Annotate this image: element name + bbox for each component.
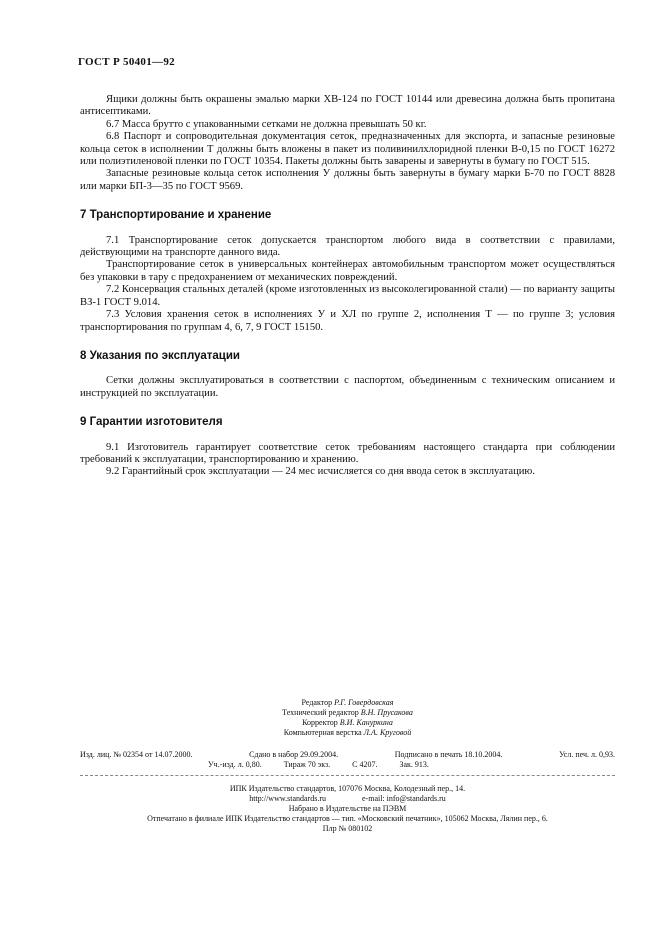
section-heading-8: 8 Указания по эксплуатации: [80, 349, 240, 362]
plr-number: Плр № 080102: [322, 824, 373, 833]
page-count: С 4207.: [352, 760, 378, 769]
print-sheets: Усл. печ. л. 0,93.: [559, 750, 615, 759]
paragraph: 7.1 Транспортирование сеток допускается транспортом любого вида в соответствии с правилами, действующими на транспорте данного вида.: [80, 234, 615, 259]
document-header: ГОСТ Р 50401—92: [78, 56, 175, 68]
publishing-sheets: Уч.-изд. л. 0,80.: [208, 760, 262, 769]
paragraph: 6.8 Паспорт и сопроводительная документация сеток, предназначенных для экспорта, и запасные резиновые кольца сеток в исполнении Т должны быть вложены в пакет из поливинилхлоридной пленки В-0,15 по ГОСТ 16272 или полиэтиленовой пленки по ГОСТ 10354. Пакеты должны быть заварены и завернуты в бумагу по ГОСТ 515.: [80, 131, 615, 168]
section-heading-7: 7 Транспортирование и хранение: [80, 209, 272, 222]
signed-to-print-date: Подписано в печать 18.10.2004.: [394, 750, 503, 759]
section-heading-9: 9 Гарантии изготовителя: [80, 416, 223, 429]
paragraph: Транспортирование сеток в универсальных контейнерах автомобильным транспортом может осуществляться без упаковки в тару с предохранением от механических повреждений.: [80, 259, 615, 283]
publication-info-row: [80, 750, 615, 760]
order-number: Зак. 913.: [399, 760, 429, 769]
sent-to-set-date: Сдано в набор 29.09.2004.: [249, 750, 339, 759]
divider: [80, 775, 615, 776]
paragraph: 6.7 Масса брутто с упакованными сетками не должна превышать 50 кг.: [106, 118, 427, 130]
credit-role: Редактор: [301, 698, 333, 707]
credit-line: [80, 718, 615, 728]
paragraph: 9.2 Гарантийный срок эксплуатации — 24 мес исчисляется со дня ввода сеток в эксплуатацию.: [106, 466, 535, 478]
typeset-note: Набрано в Издательстве на ПЭВМ: [288, 804, 407, 813]
credit-role: Технический редактор: [282, 708, 359, 717]
credit-name: В.Н. Прусакова: [360, 708, 413, 717]
paragraph: 9.1 Изготовитель гарантирует соответствие сеток требованиям настоящего стандарта при соблюдении требований к эксплуатации, транспортированию и хранению.: [80, 441, 615, 465]
credit-name: Р.Г. Говердовская: [334, 698, 394, 707]
credit-name: В.И. Кануркина: [339, 718, 393, 727]
email-link[interactable]: e-mail: info@standards.ru: [362, 794, 446, 803]
credit-line: [80, 728, 615, 738]
credit-role: Компьютерная верстка: [283, 728, 362, 737]
credits: [80, 698, 615, 738]
license-number: Изд. лиц. № 02354 от 14.07.2000.: [80, 750, 193, 759]
paragraph: Ящики должны быть окрашены эмалью марки ХВ-124 по ГОСТ 10144 или древесина должна быть пропитана антисептиками.: [80, 94, 615, 118]
credit-role: Корректор: [302, 718, 338, 727]
publication-info-row-2: [80, 760, 615, 770]
print-run: Тираж 70 экз.: [283, 760, 331, 769]
printing-house: Отпечатано в филиале ИПК Издательство стандартов — тип. «Московский печатник», 105062 Москва, Лялин пер., 6.: [147, 814, 548, 823]
website-link[interactable]: http://www.standards.ru: [249, 794, 326, 803]
credit-line: [80, 708, 615, 718]
imprint-block: [80, 698, 615, 834]
credit-name: Л.А. Круговой: [363, 728, 412, 737]
paragraph: Запасные резиновые кольца сеток исполнения У должны быть завернуты в бумагу марки Б-70 по ГОСТ 8828 или марки БП-3—35 по ГОСТ 9569.: [80, 168, 615, 192]
paragraph: 7.2 Консервация стальных деталей (кроме изготовленных из высоколегированной стали) — по варианту защиты ВЗ-1 ГОСТ 9.014.: [80, 284, 615, 308]
credit-line: [80, 698, 615, 708]
document-body: [80, 94, 615, 479]
publisher-address: ИПК Издательство стандартов, 107076 Москва, Колодезный пер., 14.: [229, 784, 466, 793]
publisher-contacts: [80, 794, 615, 804]
paragraph: Сетки должны эксплуатироваться в соответствии с паспортом, объединенным с техническим описанием и инструкцией по эксплуатации.: [80, 375, 615, 399]
paragraph: 7.3 Условия хранения сеток в исполнениях У и ХЛ по группе 2, исполнения Т — по группе 3; условия транспортирования по группам 4, 6, 7, 9 ГОСТ 15150.: [80, 309, 615, 333]
